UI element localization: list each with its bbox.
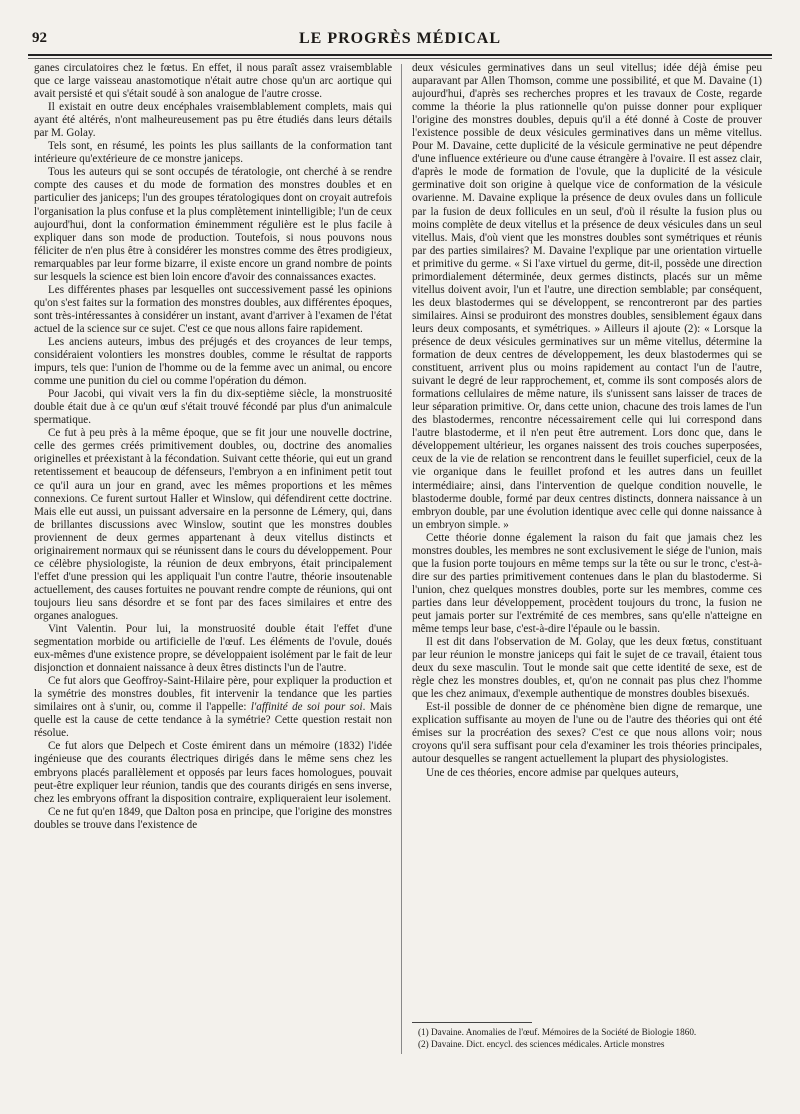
footnotes [418, 1026, 768, 1050]
paragraph: Ce fut alors que Delpech et Coste émirent dans un mémoire (1832) l'idée ingénieuse que des courants électriques dirigés dans le même sens chez les embryons placés parallèlement et opposés par leurs faces homologues, pouvait peut-être expliquer leur réunion, tandis que des courants dirigés en sens inverse, chez les embryons offrant la disposition contraire, expliqueraient leur isolement. [34, 740, 392, 805]
footnote: (2) Davaine. Dict. encycl. des sciences médicales. Article monstres [418, 1039, 665, 1049]
page-header [26, 30, 774, 52]
paragraph: Il existait en outre deux encéphales vraisemblablement complets, mais qui ayant été altérés, n'ont malheureusement pas pu être étudiés dans leurs détails par M. Golay. [34, 101, 392, 140]
paragraph: Vint Valentin. Pour lui, la monstruosité double était l'effet d'une segmentation morbide ou artificielle de l'œuf. Les éléments de l'ovule, doués eux-mêmes d'une existence propre, se développaient isolément par le fait de leur disjonction et donnaient naissance à deux êtres distincts l'un de l'autre. [34, 623, 392, 675]
paragraph: Il est dit dans l'observation de M. Golay, que les deux fœtus, constituant par leur réunion le monstre janiceps qui fait le sujet de ce travail, étaient tous deux du sexe masculin. Tout le monde sait que cette identité de sexe, est de règle chez les monstres doubles, et, qu'on ne connait pas plus chez l'homme que les chez animaux, d'exemple authentique de monstres doubles bisexués. [412, 636, 762, 701]
paragraph: Ce ne fut qu'en 1849, que Dalton posa en principe, que l'origine des monstres doubles se trouve dans l'existence de [34, 805, 392, 831]
italic-phrase: l'affinité de soi pour soi [250, 701, 363, 714]
text-run: . Mais quelle est la cause de cette tendance à la symétrie? Cette question restait non résolue. [34, 701, 392, 740]
paragraph-geoffroy [34, 675, 392, 740]
page-number: 92 [32, 30, 47, 46]
paragraph: Tous les auteurs qui se sont occupés de tératologie, ont cherché à se rendre compte des causes et du mode de formation des monstres doubles et en particulier des janiceps; l'un des groupes tératologiques dont on croyait autrefois l'organisation la plus confuse et la plus complètement inintelligible; l'un de ceux aujourd'hui, dont la conformation éminemment régulière est le plus facile à expliquer dans son mode de production. Toutefois, si nous pouvons nous féliciter de n'en plus être à considérer les monstres comme des êtres prodigieux, remarquables par leur forme bizarre, il existe encore un grand nombre de points sur lesquels la science est bien loin encore d'avoir des connaissances exactes. [34, 166, 392, 283]
text-run: Ce fut alors que Geoffroy-Saint-Hilaire père, pour expliquer la production et la symétrie des monstres doubles, fit intervenir la tendance que les parties similaires ont à s'unir, ou, comme il l'appelle: [34, 675, 392, 714]
paragraph: Pour Jacobi, qui vivait vers la fin du dix-septième siècle, la monstruosité double était due à ce qu'un œuf s'était trouvé fécondé par plus d'un animalcule spermatique. [34, 388, 392, 427]
left-column [34, 62, 392, 1092]
header-rule-thin [28, 58, 772, 59]
paragraph: Les anciens auteurs, imbus des préjugés et des croyances de leur temps, considéraient volontiers les monstres doubles, comme le résultat de rapports impurs, tels que: l'union de l'homme ou de la femme avec un animal, ou encore comme une punition du ciel ou comme l'opération du démon. [34, 335, 392, 388]
column-divider [401, 64, 402, 1054]
running-head: LE PROGRÈS MÉDICAL [298, 30, 502, 47]
footnote-rule [412, 1022, 532, 1023]
paragraph: Une de ces théories, encore admise par quelques auteurs, [426, 766, 679, 779]
footnote: (1) Davaine. Anomalies de l'œuf. Mémoires de la Société de Biologie 1860. [418, 1027, 697, 1037]
header-rule [28, 54, 772, 56]
paragraph: Est-il possible de donner de ce phénomène bien digne de remarque, une explication suffisante au moyen de l'une ou de l'autre des théories qui ont été émises sur la procréation des sexes? C'est ce que nous allons voir; nous croyons qu'il sera suffisant pour cela d'examiner les trois théories principales, autour desquelles se rangent actuellement la plupart des physiologistes. [412, 701, 762, 766]
paragraph: Cette théorie donne également la raison du fait que jamais chez les monstres doubles, les membres ne sont exclusivement le siége de l'union, mais que la fusion porte toujours en même temps sur la tête ou sur le tronc, c'est-à-dire sur des parties primitivement contenues dans le plan du blastoderme. Si l'union, chez quelques monstres doubles, porte sur les membres, comme ces parties dans leur développement, procèdent toujours du tronc, la fusion ne peut jamais porter sur l'extrémité de ces membres, sans qu'elle n'atteigne en même temps leur base, c'est-à-dire l'épaule ou le bassin. [412, 531, 762, 636]
paragraph: Ce fut à peu près à la même époque, que se fit jour une nouvelle doctrine, celle des germes créés primitivement doubles, ou, doctrine des anomalies originelles et préexistant à la fécondation. Suivant cette théorie, qui eut un grand retentissement et beaucoup de défenseurs, l'embryon a en infiniment petit tout ce qu'il aura un jour en grand, avec les mêmes proportions et les mêmes connexions. Ce furent surtout Haller et Winslow, qui défendirent cette doctrine. Mais elle eut aussi, un puissant adversaire en la personne de Lémery, qui, dans de brillantes discussions avec Winslow, soutint que les monstres doubles proviennent de deux germes appartenant à deux vitellus distincts et originairement normaux qui se réunissent dans le cours du développement. Pour ce célèbre physiologiste, la réunion de deux embryons, était principalement l'effet d'une pression qui les appliquait l'un contre l'autre, théorie insoutenable actuellement, des causes fortuites ne pouvant rendre compte de réunions, qui ont toujours lieu sans désordre et se font par des faces similaires et entre des organes analogues. [34, 427, 392, 622]
right-column [412, 62, 762, 1092]
paragraph: Les différentes phases par lesquelles ont successivement passé les opinions qu'on s'est faites sur la formation des monstres doubles, aux différentes époques, sont très-intéressantes à considérer un instant, avant d'arriver à l'examen de l'état actuel de la science sur ce sujet. C'est ce que nous allons faire rapidement. [34, 283, 392, 335]
paragraph: ganes circulatoires chez le fœtus. En effet, il nous paraît assez vraisemblable que ce large vaisseau anastomotique n'était autre chose qu'un arc aortique qui avait persisté et qui s'était soudé à son analogue de l'autre crosse. [34, 62, 392, 101]
paragraph: Tels sont, en résumé, les points les plus saillants de la conformation tant intérieure qu'extérieure de ce monstre janiceps. [34, 140, 392, 166]
paragraph: deux vésicules germinatives dans un seul vitellus; idée déjà émise peu auparavant par Allen Thomson, comme une possibilité, et que M. Davaine (1) aujourd'hui, d'après ses recherches propres et les travaux de Coste, regarde comme la théorie la plus rationnelle qu'on puisse donner pour expliquer l'origine des monstres doubles, depuis qu'il a été donné à Coste de prouver l'existence possible de deux vésicules germinatives dans un même vitellus. Pour M. Davaine, cette duplicité de la vésicule germinative ne peut dépendre d'une influence extérieure ou d'une cause étrangère à l'ovaire. Il est assez clair, d'après le mode de formation de l'ovule, que la duplicité de la vésicule germinative doit son origine à quelque vice de conformation de la vésicule ovarienne. M. Davaine explique la présence de deux ovules dans un follicule par la fusion de deux follicules en un seul, d'où il résulte la fusion plus ou moins complète de deux vitellus et la présence de deux vésicules dans un seul vitellus. Mais, d'où vient que les monstres doubles sont symétriques et réunis par des parties similaires? M. Davaine l'explique par une orientation virtuelle et primitive du germe. « Si l'axe virtuel du germe, dit-il, possède une direction primordialement déterminée, deux germes distincts, placés sur un même vitellus doivent avoir, l'un et l'autre, une direction semblable; par conséquent, les deux blastodermes qui se développent, se rencontreront par des parties similaires. Ainsi se produiront des monstres doubles, sensiblement égaux dans leurs deux composants, et symétriques. » Ailleurs il ajoute (2): « Lorsque la présence de deux vésicules germinatives sur un même vitellus, détermine la formation de deux centres de développement, les deux blastodermes qui se constituent, arrivent plus ou moins rapidement au contact l'un de l'autre, suivant le degré de leur rapprochement, et, comme ils sont composés alors de formations cellulaires de même nature, ils s'unissent sans laisser de traces de leur séparation primitive. Or, dans cette union, chacune des trois lames de l'un des blastodermes, rencontre nécessairement celle qui lui correspond dans l'autre blastoderme, et il n'en peut être autrement. Lors donc que, dans le développement ultérieur, les organes naissent des trois couches superposées, ceux de la vie de relation se rencontrent dans le feuillet superficiel, ceux de la vie organique dans le feuillet profond et les autres dans un feuillet intermédiaire; ainsi, dans l'intervention de quelque condition nouvelle, le blastoderme double, formé par deux centres distincts, donnera naissance à un embryon double, par une évolution identique avec celle qui donne naissance à un embryon simple. » [412, 62, 762, 531]
